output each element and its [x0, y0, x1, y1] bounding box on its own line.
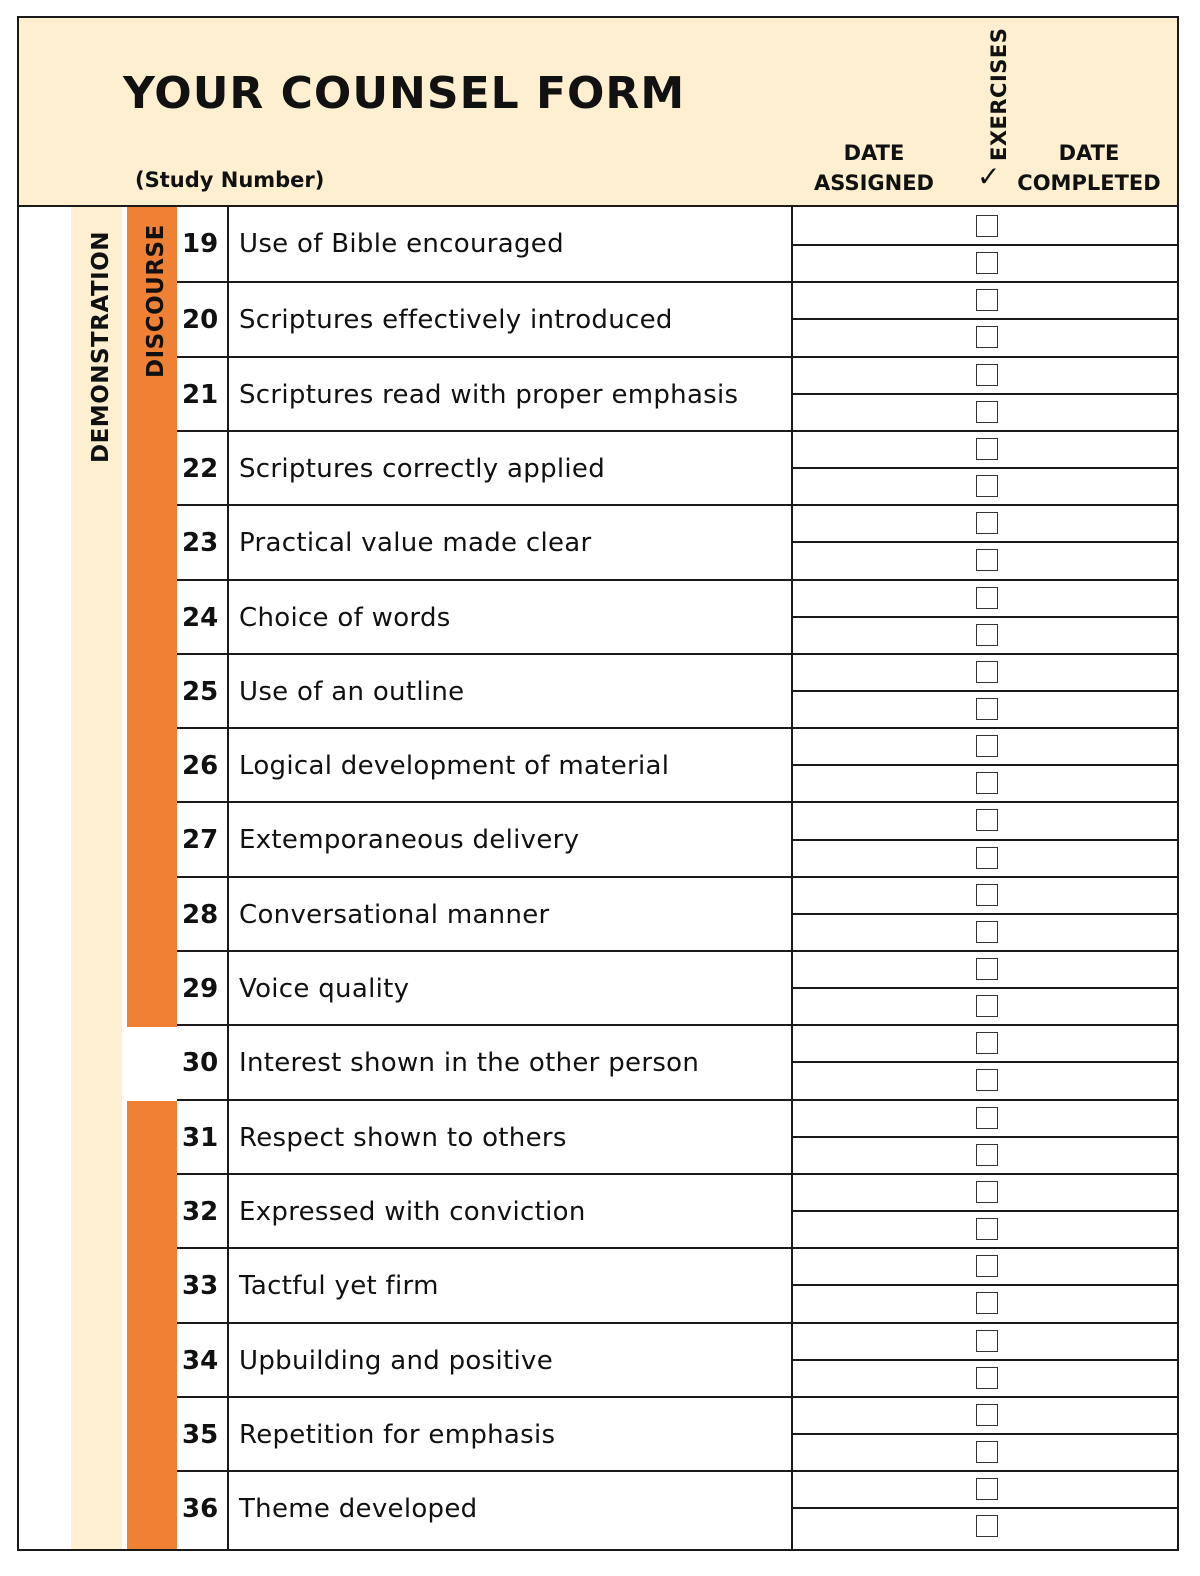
date-row-divider — [792, 504, 1179, 506]
study-label: Scriptures correctly applied — [239, 453, 606, 484]
exercise-checkbox[interactable] — [976, 1478, 998, 1500]
study-number: 23 — [182, 528, 219, 559]
study-row — [177, 1173, 792, 1247]
date-row-midline — [792, 1061, 1179, 1063]
study-label: Interest shown in the other person — [239, 1048, 700, 1079]
study-label: Tactful yet firm — [239, 1271, 439, 1302]
study-label: Theme developed — [239, 1494, 478, 1525]
date-row-divider — [792, 281, 1179, 283]
date-row-midline — [792, 244, 1179, 246]
study-number: 20 — [182, 305, 219, 336]
date-row-divider — [792, 1396, 1179, 1398]
study-row — [177, 356, 792, 430]
date-row-midline — [792, 541, 1179, 543]
study-row — [177, 727, 792, 801]
date-row-midline — [792, 690, 1179, 692]
study-number: 26 — [182, 751, 219, 782]
study-label: Respect shown to others — [239, 1122, 567, 1153]
exercise-checkbox[interactable] — [976, 847, 998, 869]
exercise-checkbox[interactable] — [976, 1032, 998, 1054]
date-row-divider — [792, 1247, 1179, 1249]
discourse-band-bottom — [127, 1101, 177, 1551]
exercise-checkbox[interactable] — [976, 995, 998, 1017]
date-row-midline — [792, 1136, 1179, 1138]
form-title: YOUR COUNSEL FORM — [123, 68, 686, 119]
exercise-checkbox[interactable] — [976, 958, 998, 980]
study-row — [177, 579, 792, 653]
study-number: 24 — [182, 602, 219, 633]
date-row-divider — [792, 1024, 1179, 1026]
date-row-midline — [792, 913, 1179, 915]
exercise-checkbox[interactable] — [976, 1107, 998, 1129]
study-row — [177, 1247, 792, 1321]
exercise-checkbox[interactable] — [976, 661, 998, 683]
study-number-label: (Study Number) — [135, 168, 325, 192]
date-row-midline — [792, 467, 1179, 469]
date-completed-line1: DATE — [1058, 141, 1120, 165]
study-label: Use of Bible encouraged — [239, 229, 564, 259]
date-row-midline — [792, 1433, 1179, 1435]
study-number: 34 — [182, 1345, 219, 1376]
exercise-checkbox[interactable] — [976, 1515, 998, 1537]
study-label: Scriptures effectively introduced — [239, 305, 673, 336]
study-row — [177, 1099, 792, 1173]
date-completed-line2: COMPLETED — [1017, 171, 1161, 195]
exercise-checkbox[interactable] — [976, 475, 998, 497]
date-row-midline — [792, 393, 1179, 395]
exercise-checkbox[interactable] — [976, 921, 998, 943]
exercise-checkbox[interactable] — [976, 549, 998, 571]
study-label: Repetition for emphasis — [239, 1419, 556, 1450]
exercise-checkbox[interactable] — [976, 1404, 998, 1426]
study-number: 29 — [182, 974, 219, 1004]
date-row-divider — [792, 1322, 1179, 1324]
exercise-checkbox[interactable] — [976, 772, 998, 794]
study-label: Choice of words — [239, 602, 451, 633]
date-row-divider — [792, 430, 1179, 432]
study-number: 19 — [182, 229, 219, 259]
date-row-midline — [792, 1507, 1179, 1509]
exercise-checkbox[interactable] — [976, 252, 998, 274]
date-row-divider — [792, 579, 1179, 581]
study-number: 27 — [182, 825, 219, 856]
exercise-checkbox[interactable] — [976, 1069, 998, 1091]
date-row-midline — [792, 616, 1179, 618]
date-row-midline — [792, 1359, 1179, 1361]
exercise-checkbox[interactable] — [976, 624, 998, 646]
study-label: Conversational manner — [239, 899, 550, 930]
study-row — [177, 504, 792, 578]
study-number: 33 — [182, 1271, 219, 1302]
exercise-checkbox[interactable] — [976, 1367, 998, 1389]
discourse-label: DISCOURSE — [143, 224, 169, 378]
exercise-checkbox[interactable] — [976, 289, 998, 311]
date-row-divider — [792, 1099, 1179, 1101]
exercise-checkbox[interactable] — [976, 1441, 998, 1463]
date-row-divider — [792, 356, 1179, 358]
study-label: Upbuilding and positive — [239, 1345, 553, 1376]
date-row-divider — [792, 876, 1179, 878]
date-row-midline — [792, 318, 1179, 320]
counsel-form — [17, 16, 1179, 1551]
study-number: 30 — [182, 1048, 219, 1079]
exercise-checkbox[interactable] — [976, 1144, 998, 1166]
exercise-checkbox[interactable] — [976, 884, 998, 906]
exercise-checkbox[interactable] — [976, 735, 998, 757]
study-number: 32 — [182, 1196, 219, 1227]
check-mark-icon: ✓ — [977, 160, 1001, 193]
exercise-checkbox[interactable] — [976, 364, 998, 386]
date-row-divider — [792, 1173, 1179, 1175]
exercise-checkbox[interactable] — [976, 1218, 998, 1240]
study-row — [177, 430, 792, 504]
date-row-midline — [792, 1284, 1179, 1286]
study-label: Practical value made clear — [239, 528, 592, 559]
study-number: 31 — [182, 1122, 219, 1153]
date-assigned-header — [809, 138, 939, 198]
study-label: Use of an outline — [239, 676, 465, 707]
date-assigned-line1: DATE — [843, 141, 905, 165]
study-label: Extemporaneous delivery — [239, 825, 580, 856]
study-number: 36 — [182, 1494, 219, 1525]
date-assigned-line2: ASSIGNED — [814, 171, 934, 195]
date-row-divider — [792, 801, 1179, 803]
study-row — [177, 281, 792, 355]
date-row-divider — [792, 950, 1179, 952]
date-row-midline — [792, 1210, 1179, 1212]
study-row — [177, 207, 792, 281]
exercise-checkbox[interactable] — [976, 1330, 998, 1352]
date-row-midline — [792, 764, 1179, 766]
study-label: Logical development of material — [239, 751, 670, 782]
study-row — [177, 801, 792, 875]
exercise-checkbox[interactable] — [976, 512, 998, 534]
exercise-checkbox[interactable] — [976, 698, 998, 720]
exercise-checkbox[interactable] — [976, 587, 998, 609]
exercises-header: EXERCISES — [987, 27, 1011, 161]
date-row-divider — [792, 653, 1179, 655]
exercise-checkbox[interactable] — [976, 1292, 998, 1314]
study-label: Scriptures read with proper emphasis — [239, 379, 739, 410]
study-row — [177, 1024, 792, 1098]
study-row — [177, 1470, 792, 1544]
study-row — [177, 876, 792, 950]
date-row-midline — [792, 839, 1179, 841]
exercise-checkbox[interactable] — [976, 438, 998, 460]
date-row-divider — [792, 1470, 1179, 1472]
study-label: Voice quality — [239, 974, 410, 1004]
date-row-divider — [792, 727, 1179, 729]
exercise-checkbox[interactable] — [976, 326, 998, 348]
study-number: 21 — [182, 379, 219, 410]
date-row-midline — [792, 987, 1179, 989]
study-row — [177, 1322, 792, 1396]
study-number: 25 — [182, 676, 219, 707]
study-number: 28 — [182, 899, 219, 930]
date-completed-header — [1014, 138, 1164, 198]
study-number: 22 — [182, 453, 219, 484]
study-row — [177, 1396, 792, 1470]
exercise-checkbox[interactable] — [976, 809, 998, 831]
exercise-checkbox[interactable] — [976, 215, 998, 237]
study-label: Expressed with conviction — [239, 1196, 586, 1227]
form-header — [19, 18, 1177, 207]
study-row — [177, 950, 792, 1024]
exercise-checkbox[interactable] — [976, 1255, 998, 1277]
exercise-checkbox[interactable] — [976, 1181, 998, 1203]
demonstration-label: DEMONSTRATION — [88, 230, 114, 463]
study-number: 35 — [182, 1419, 219, 1450]
study-row — [177, 653, 792, 727]
exercise-checkbox[interactable] — [976, 401, 998, 423]
